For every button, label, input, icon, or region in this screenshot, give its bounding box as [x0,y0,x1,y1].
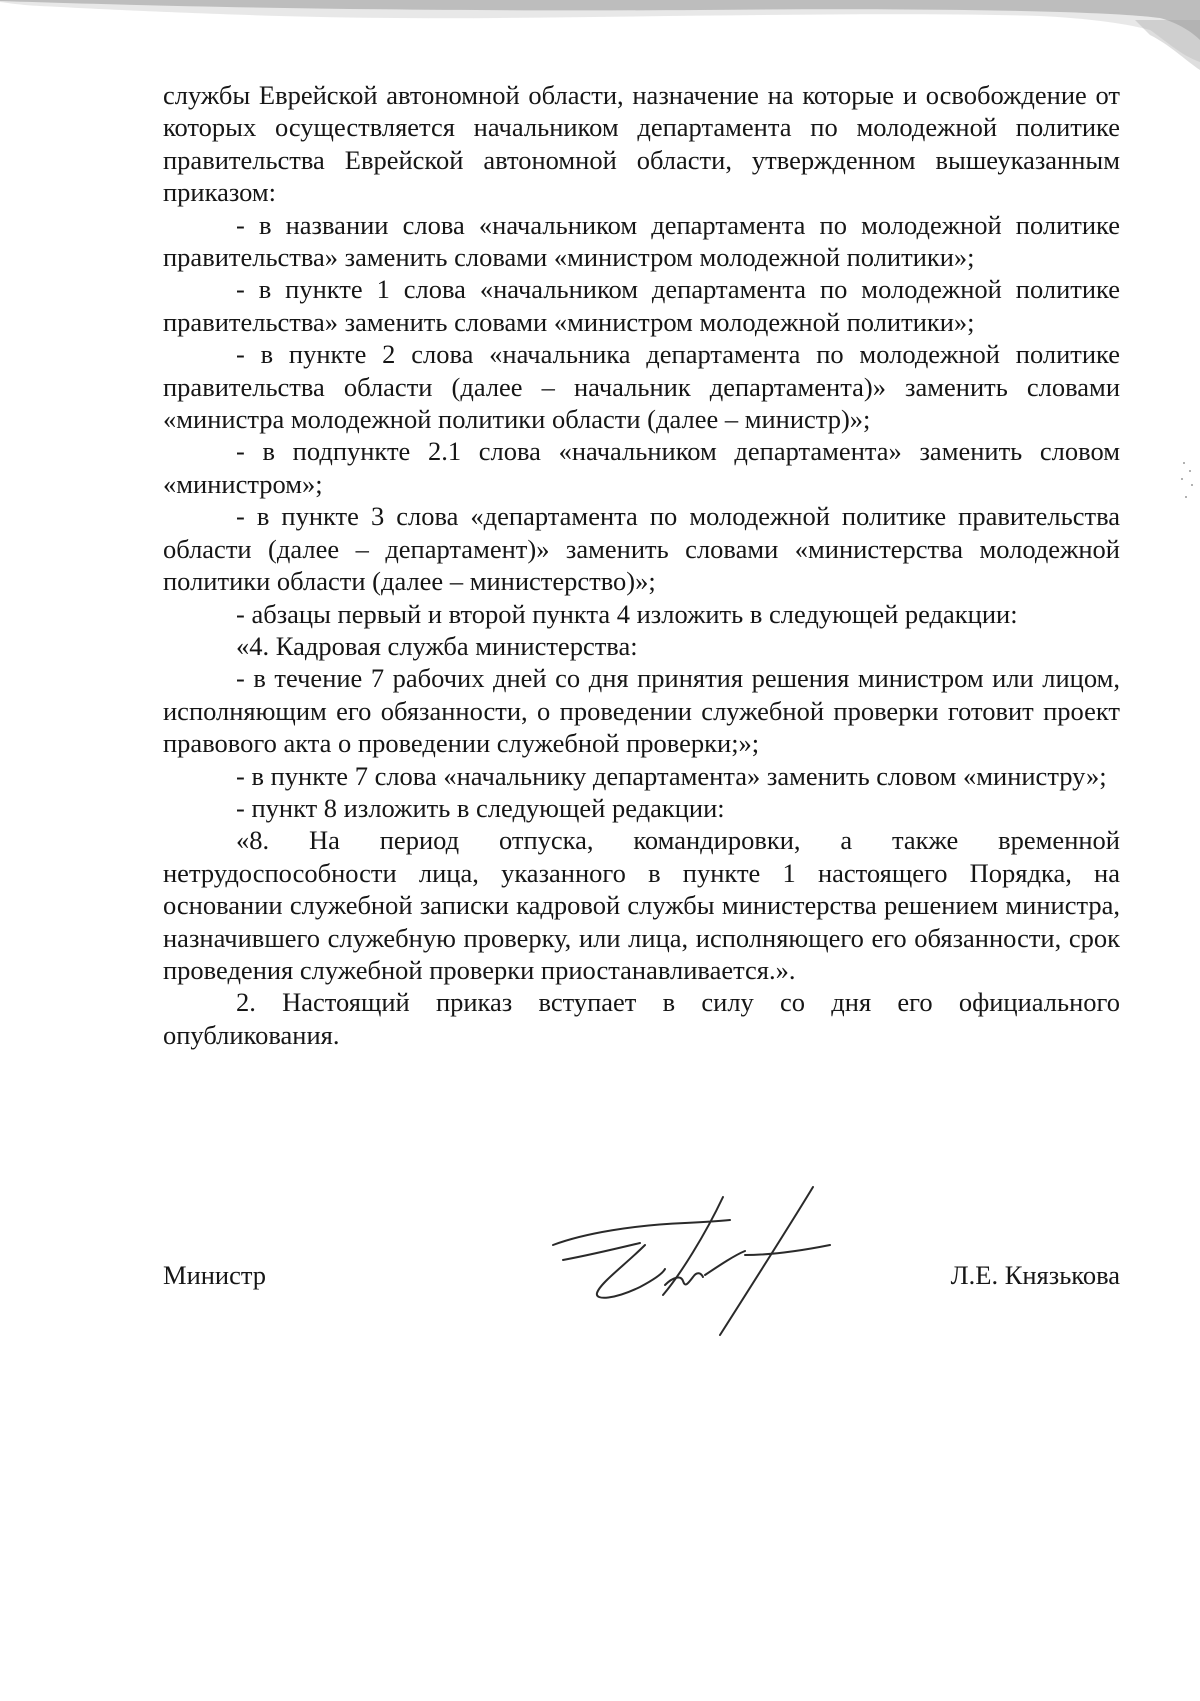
paragraph-p11: - пункт 8 изложить в следующей редакции: [236,792,725,823]
paragraph-p9: - в течение 7 рабочих дней со дня принятия решения министром или лицом, исполняющим его обязанности, о проведении служебной проверки готовит проект правового акта о проведении служебной проверки;»; [163,663,1120,759]
paragraph-p10: - в пункте 7 слова «начальнику департамента» заменить словом «министру»; [236,760,1107,791]
paragraph-p4: - в пункте 2 слова «начальника департамента по молодежной политике правительства области (далее – начальник департамента)» заменить словами «министра молодежной политики области (далее – министр)»; [163,339,1120,435]
scan-edge-specks [1170,455,1200,515]
paragraph-p8: «4. Кадровая служба министерства: [236,630,638,661]
paragraph-p12: «8. На период отпуска, командировки, а также временной нетрудоспособности лица, указанного в пункте 1 настоящего Порядка, на основании служебной записки кадровой службы министерства решением министра, назначившего служебную проверку, или лица, исполняющего его обязанности, срок проведения служебной проверки приостанавливается.». [163,825,1120,985]
paragraph-p6: - в пункте 3 слова «департамента по молодежной политике правительства области (далее – департамент)» заменить словами «министерства молодежной политики области (далее – министерство)»; [163,501,1120,597]
paragraph-p1: службы Еврейской автономной области, назначение на которые и освобождение от которых осуществляется начальником департамента по молодежной политике правительства Еврейской автономной области, утвержденном вышеуказанным приказом: [163,80,1120,208]
paragraph-p7: - абзацы первый и второй пункта 4 изложить в следующей редакции: [236,598,1018,629]
paragraph-p13: 2. Настоящий приказ вступает в силу со дня его официального опубликования. [163,987,1120,1050]
scan-top-edge [0,0,1200,70]
signer-position: Министр [163,1260,267,1290]
signer-name: Л.Е. Князькова [950,1260,1120,1290]
handwritten-signature [545,1185,905,1345]
paragraph-p5: - в подпункте 2.1 слова «начальником департамента» заменить словом «министром»; [163,436,1120,499]
paragraph-p3: - в пункте 1 слова «начальником департамента по молодежной политике правительства» заменить словами «министром молодежной политики»; [163,274,1120,337]
paragraph-p2: - в названии слова «начальником департамента по молодежной политике правительства» заменить словами «министром молодежной политики»; [163,209,1120,273]
document-body [163,79,1120,1051]
